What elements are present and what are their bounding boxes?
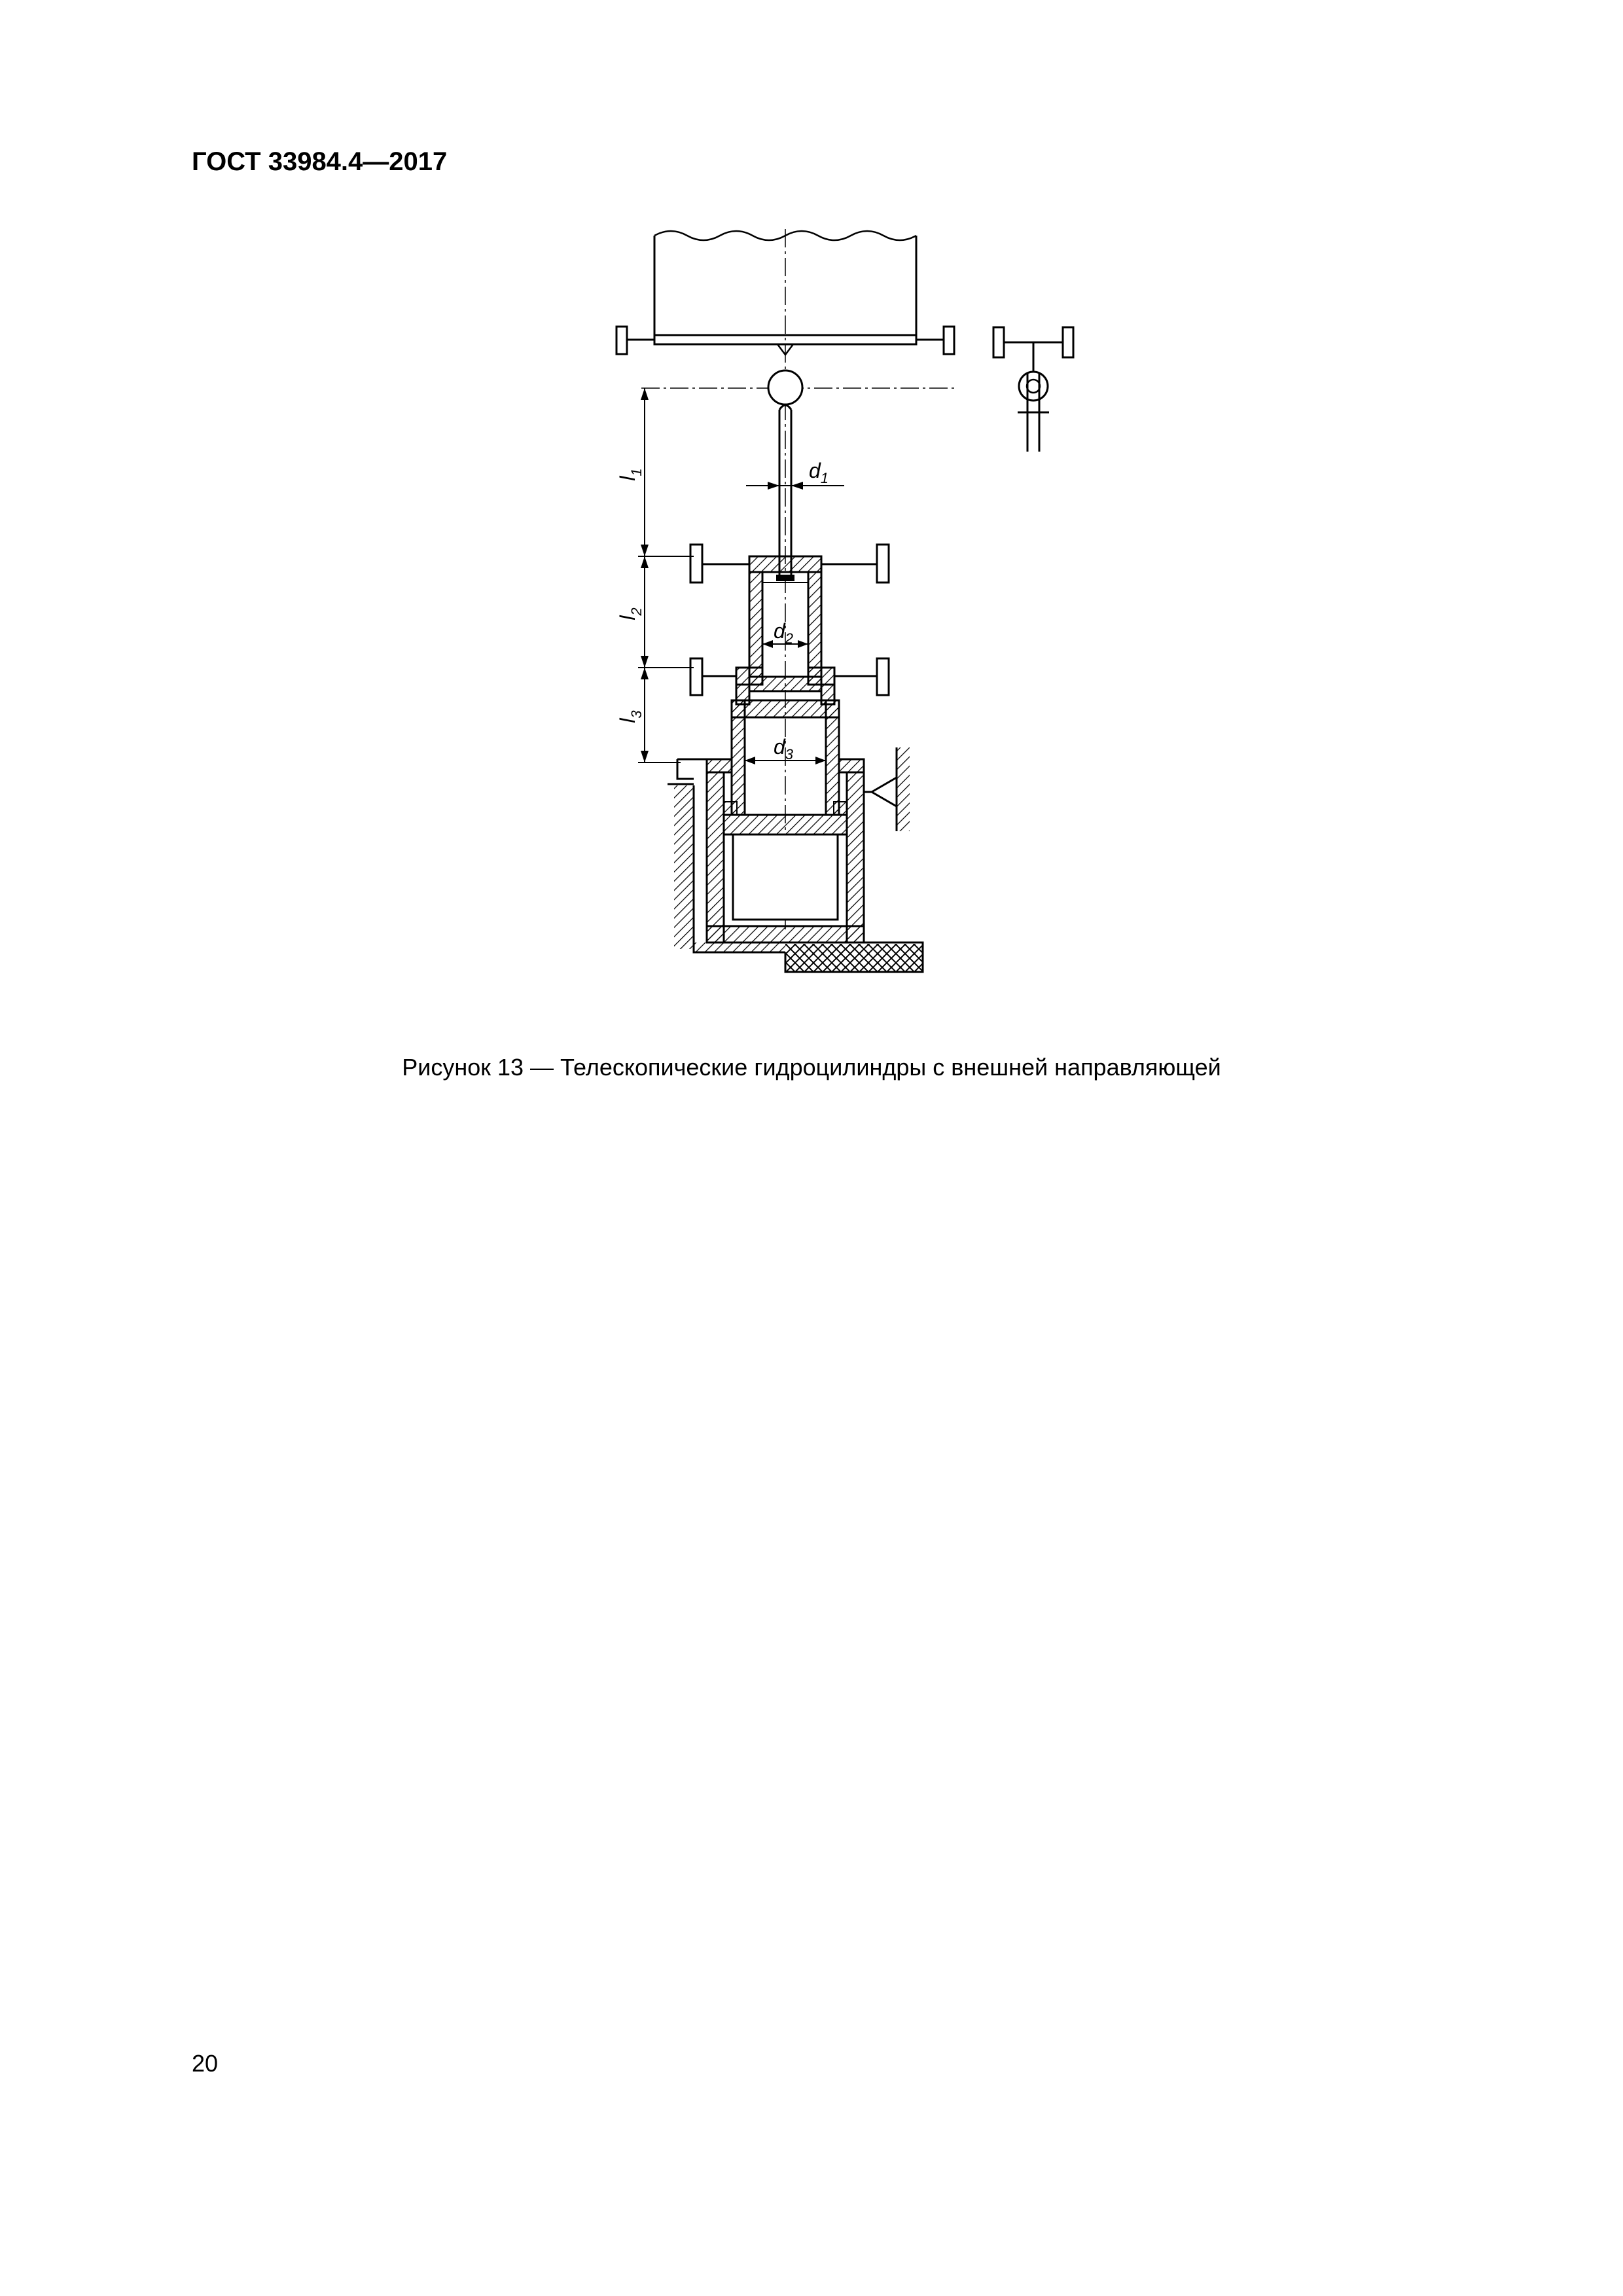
dim-label-l1	[616, 468, 645, 480]
standard-designation: ГОСТ 33984.4—2017	[192, 147, 448, 176]
figure-caption: Рисунок 13 — Телескопические гидроцилиндры с внешней направляющей	[402, 1054, 1221, 1081]
wall-support	[864, 747, 910, 831]
telescopic-cylinder-figure	[589, 216, 955, 1034]
svg-text:l1: $l_1$	[616, 468, 645, 481]
dim-label-l3	[616, 710, 645, 723]
dim-label-d3: $d_3$	[774, 735, 794, 762]
svg-text:l3: $l_3$	[616, 710, 645, 723]
svg-text:l2: $l_2$	[616, 607, 645, 620]
dim-label-l2	[616, 607, 645, 620]
guide-shoe-detail	[982, 314, 1086, 458]
dim-label-d1: $d_1$	[809, 459, 829, 486]
page-number: 20	[192, 2050, 219, 2077]
dim-label-d2: $d_2$	[774, 619, 794, 647]
